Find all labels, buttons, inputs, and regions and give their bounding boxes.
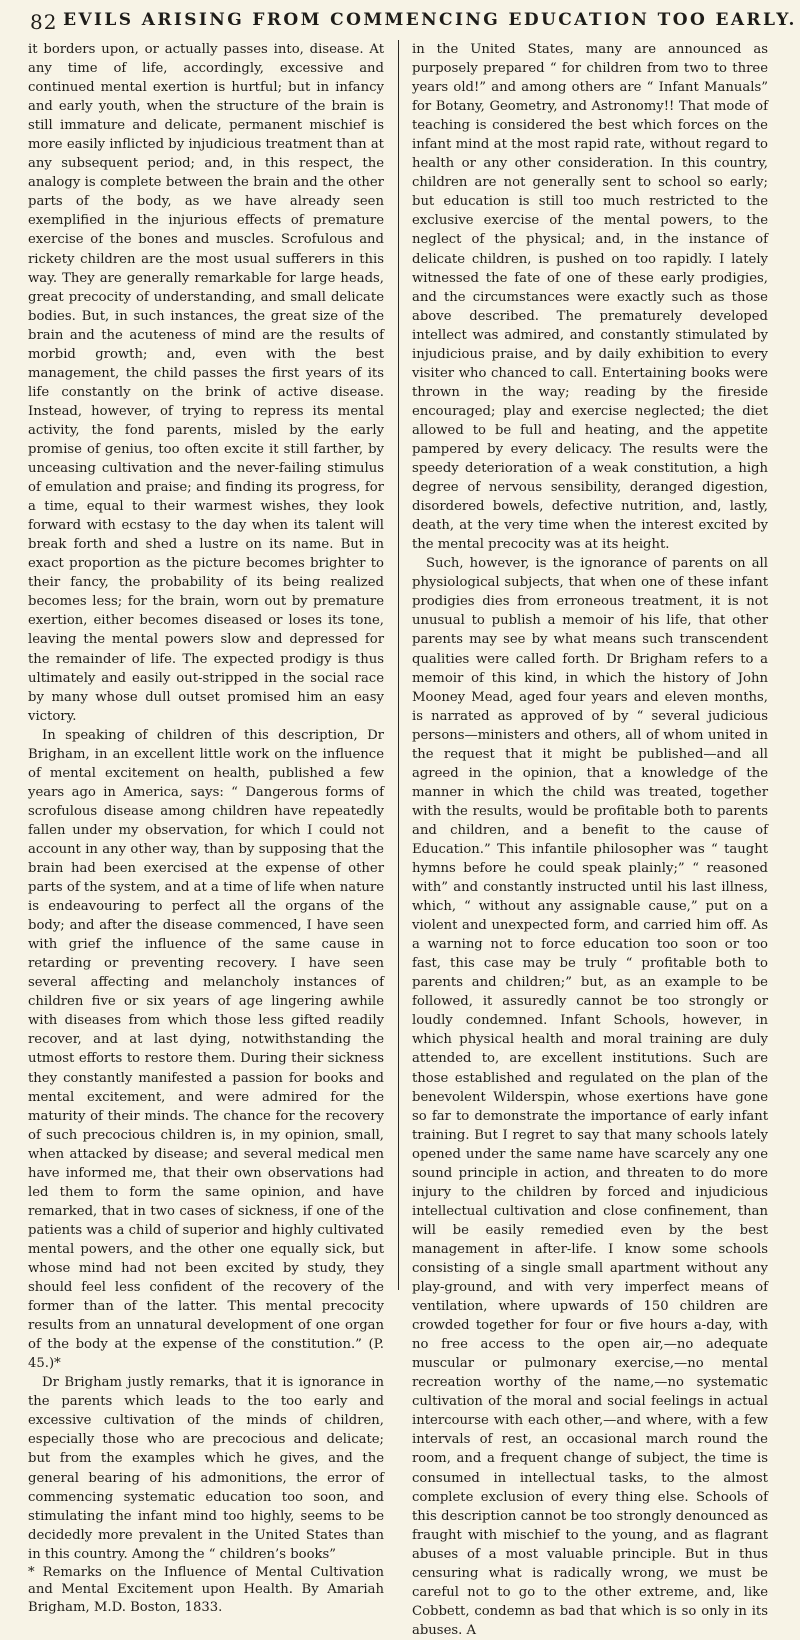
page-header (0, 10, 800, 36)
page-number: 82 (30, 10, 58, 34)
column-divider (398, 40, 399, 1290)
left-paragraph-1: it borders upon, or actually passes into, disease. At any time of life, accordingly, excessive and continued mental exertion is hurtful; but in infancy and early youth, when the structure of the brain is still immature and delicate, permanent mischief is more easily inflicted by injudicious treatment than at any subsequent period; and, in this respect, the analogy is complete between the brain and the other parts of the body, as we have already seen exemplified in the injurious effects of premature exercise of the bones and muscles. Scrofulous and rickety children are the most usual sufferers in this way. They are generally remarkable for large heads, great precocity of understanding, and small delicate bodies. But, in such instances, the great size of the brain and the acuteness of mind are the results of morbid growth; and, even with the best management, the child passes the first years of its life constantly on the brink of active disease. Instead, however, of trying to repress its mental activity, the fond parents, misled by the early promise of genius, too often excite it still farther, by unceasing cultivation and the never-failing stimulus of emulation and praise; and finding its progress, for a time, equal to their warmest wishes, they look forward with ecstasy to the day when its talent will break forth and shed a lustre on its name. But in exact proportion as the picture becomes brighter to their fancy, the probability of its being realized becomes less; for the brain, worn out by premature exertion, either becomes diseased or loses its tone, leaving the mental powers slow and depressed for the remainder of life. The expected prodigy is thus ultimately and easily out-stripped in the social race by many whose dull outset promised him an easy victory. (28, 42, 384, 724)
left-paragraph-3: Dr Brigham justly remarks, that it is ignorance in the parents which leads to the too early and excessive cultivation of the minds of children, especially those who are precocious and delicate; but from the examples which he gives, and the general bearing of his admonitions, the error of commencing systematic education too soon, and stimulating the infant mind too highly, seems to be decidedly more prevalent in the United States than in this country. Among the “ children’s books” (28, 1375, 384, 1562)
right-column (412, 40, 768, 1640)
right-paragraph-2: Such, however, is the ignorance of parents on all physiological subjects, that when one of these infant prodigies dies from erroneous treatment, it is not unusual to publish a memoir of his life, that other parents may see by what means such transcendent qualities were called forth. Dr Brigham refers to a memoir of this kind, in which the history of John Mooney Mead, aged four years and eleven months, is narrated as approved of by “ several judicious persons—ministers and others, all of whom united in the request that it might be published—and all agreed in the opinion, that a knowledge of the manner in which the child was treated, together with the results, would be profitable both to parents and children, and a benefit to the cause of Education.” This infantile philosopher was “ taught hymns before he could speak plainly;” “ reasoned with” and constantly instructed until his last illness, which, “ without any assignable cause,” put on a violent and unexpected form, and carried him off. As a warning not to force education too soon or too fast, this case may be truly “ profitable both to parents and children;” but, as an example to be followed, it assuredly cannot be too strongly or loudly condemned. Infant Schools, however, in which physical health and moral training are duly attended to, are excellent institutions. Such are those established and regulated on the plan of the benevolent Wilderspin, whose exertions have gone so far to demonstrate the importance of early infant training. But I regret to say that many schools lately opened under the same name have scarcely any one sound principle in action, and threaten to do more injury to the children by forced and injudicious intellectual cultivation and close confinement, than will be easily remedied even by the best management in after-life. I know some schools consisting of a single small apartment without any play-ground, and with very imperfect means of ventilation, where upwards of 150 children are crowded together for four or five hours a-day, with no free access to the open air,—no adequate muscular or pulmonary exercise,—no mental recreation worthy of the name,—no systematic cultivation of the moral and social feelings in actual intercourse with each other,—and where, with a few intervals of rest, an occasional march round the room, and a frequent change of subject, the time is consumed in intellectual tasks, to the almost complete exclusion of every thing else. Schools of this description cannot be too strongly denounced as fraught with mischief to the young, and as flagrant abuses of a most valuable principle. But in thus censuring what is radically wrong, we must be careful not to go to the other extreme, and, like Cobbett, condemn as bad that which is so only in its abuses. A (412, 556, 768, 1638)
footnote: * Remarks on the Influence of Mental Cultivation and Mental Excitement upon Health. By Amariah Brigham, M.D. Boston, 1833. (28, 1564, 384, 1615)
right-paragraph-1: in the United States, many are announced as purposely prepared “ for children from two to three years old!” and among others are “ Infant Manuals” for Botany, Geometry, and Astronomy!! That mode of teaching is considered the best which forces on the infant mind at the most rapid rate, without regard to health or any other consideration. In this country, children are not generally sent to school so early; but education is still too much restricted to the exclusive exercise of the mental powers, to the neglect of the physical; and, in the instance of delicate children, is pushed on too rapidly. I lately witnessed the fate of one of these early prodigies, and the circumstances were exactly such as those above described. The prematurely developed intellect was admired, and constantly stimulated by injudicious praise, and by daily exhibition to every visiter who chanced to call. Entertaining books were thrown in the way; reading by the fireside encouraged; play and exercise neglected; the diet allowed to be full and heating, and the appetite pampered by every delicacy. The results were the speedy deterioration of a weak constitution, a high degree of nervous sensibility, deranged digestion, disordered bowels, defective nutrition, and, lastly, death, at the very time when the interest excited by the mental precocity was at its height. (412, 42, 768, 553)
left-column (28, 40, 384, 1616)
left-paragraph-2: In speaking of children of this description, Dr Brigham, in an excellent little work on the influence of mental excitement on health, published a few years ago in America, says: “ Dangerous forms of scrofulous disease among children have repeatedly fallen under my observation, for which I could not account in any other way, than by supposing that the brain had been exercised at the expense of other parts of the system, and at a time of life when nature is endeavouring to perfect all the organs of the body; and after the disease commenced, I have seen with grief the influence of the same cause in retarding or preventing recovery. I have seen several affecting and melancholy instances of children five or six years of age lingering awhile with diseases from which those less gifted readily recover, and at last dying, notwithstanding the utmost efforts to restore them. During their sickness they constantly manifested a passion for books and mental excitement, and were admired for the maturity of their minds. The chance for the recovery of such precocious children is, in my opinion, small, when attacked by disease; and several medical men have informed me, that their own observations had led them to form the same opinion, and have remarked, that in two cases of sickness, if one of the patients was a child of superior and highly cultivated mental powers, and the other one equally sick, but whose mind had not been excited by study, they should feel less confident of the recovery of the former than of the latter. This mental precocity results from an unnatural development of one organ of the body at the expense of the constitution.” (P. 45.)* (28, 727, 384, 1372)
running-title: EVILS ARISING FROM COMMENCING EDUCATION TOO EARLY. (63, 10, 797, 30)
